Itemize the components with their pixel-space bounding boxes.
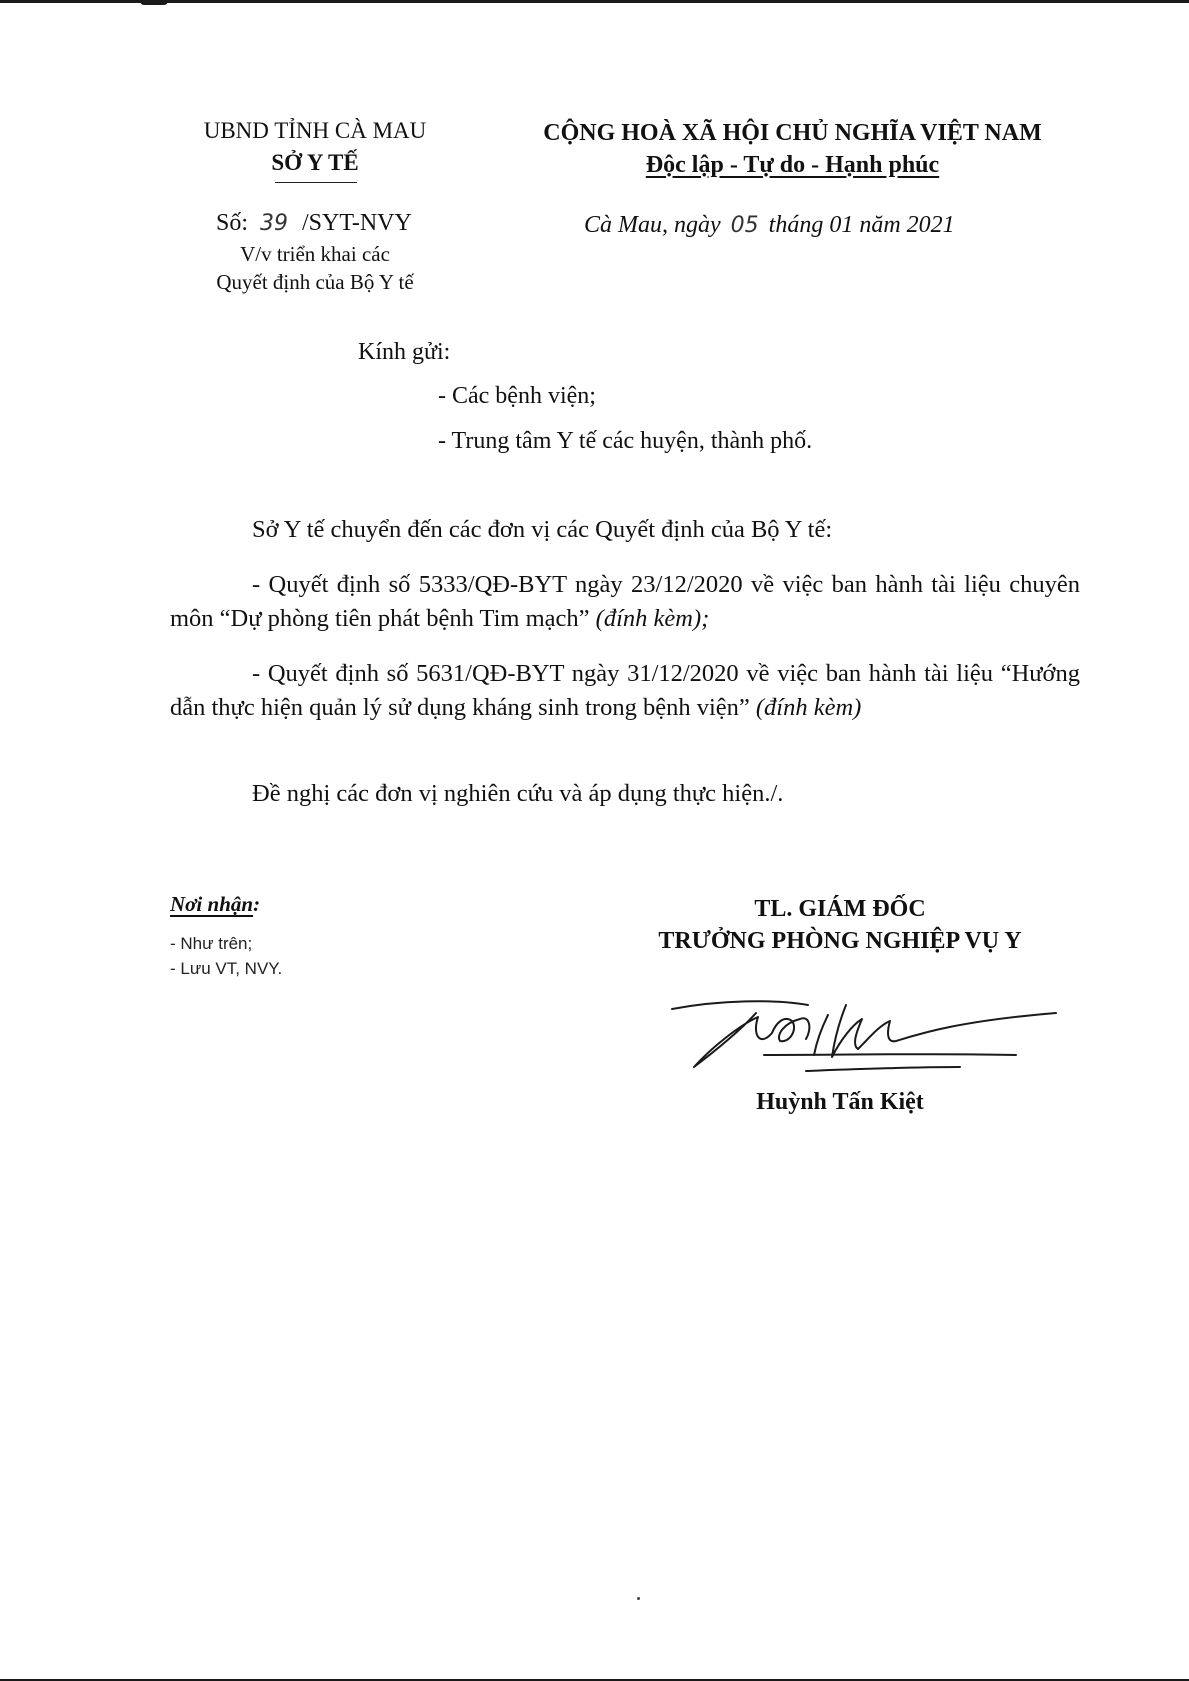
recipients-label: Nơi nhận — [170, 892, 254, 916]
issue-date — [584, 212, 955, 239]
body-item-2 — [170, 657, 1080, 725]
addressee-item-1: - Các bệnh viện; — [438, 383, 596, 409]
recipient-item-1: - Như trên; — [170, 934, 253, 953]
date-prefix: Cà Mau, ngày — [584, 212, 721, 238]
number-prefix: Số: — [216, 210, 249, 236]
recipient-item-2: - Lưu VT, NVY. — [170, 959, 283, 978]
number-handwritten: 39 — [260, 211, 289, 236]
department-underline — [275, 182, 357, 183]
document-number — [216, 210, 412, 237]
date-suffix: tháng 01 năm 2021 — [768, 212, 955, 238]
agency-name: UBND TỈNH CÀ MAU — [203, 118, 427, 143]
country-title: CỘNG HOÀ XÃ HỘI CHỦ NGHĨA VIỆT NAM — [543, 120, 1042, 146]
item-1-text: - Quyết định số 5333/QĐ-BYT ngày 23/12/2020 về việc ban hành tài liệu chuyên môn “Dự phòng tiên phát bệnh Tim mạch” — [170, 571, 1080, 632]
addressee-label: Kính gửi: — [358, 339, 451, 365]
item-1-note: (đính kèm); — [595, 605, 710, 632]
signer-name: Huỳnh Tấn Kiệt — [756, 1089, 924, 1115]
motto — [505, 152, 1080, 179]
item-2-text: - Quyết định số 5631/QĐ-BYT ngày 31/12/2020 về việc ban hành tài liệu “Hướng dẫn thực hiện quản lý sử dụng kháng sinh trong bệnh viện” — [170, 660, 1080, 721]
item-2-note: (đính kèm) — [755, 694, 862, 721]
signature-title-2: TRƯỞNG PHÒNG NGHIỆP VỤ Y — [658, 928, 1022, 954]
scan-top-mark — [140, 0, 168, 5]
subject-line-1: V/v triển khai các — [240, 242, 390, 266]
recipients-colon: : — [253, 892, 261, 916]
motto-text: Độc lập - Tự do - Hạnh phúc — [645, 152, 940, 178]
body-closing: Đề nghị các đơn vị nghiên cứu và áp dụng thực hiện./. — [252, 780, 784, 807]
signature-title-1: TL. GIÁM ĐỐC — [754, 896, 926, 922]
scan-speck — [637, 1597, 640, 1600]
scan-top-border — [0, 0, 1189, 3]
number-suffix: /SYT-NVY — [302, 210, 412, 236]
subject-line-2: Quyết định của Bộ Y tế — [216, 270, 414, 294]
department-name: SỞ Y TẾ — [271, 150, 359, 175]
addressee-item-2: - Trung tâm Y tế các huyện, thành phố. — [438, 428, 813, 454]
recipients-heading — [170, 892, 260, 917]
handwritten-signature — [660, 995, 1065, 1080]
date-day-handwritten: 05 — [730, 213, 759, 238]
body-intro: Sở Y tế chuyển đến các đơn vị các Quyết định của Bộ Y tế: — [252, 516, 833, 543]
body-item-1 — [170, 568, 1080, 636]
